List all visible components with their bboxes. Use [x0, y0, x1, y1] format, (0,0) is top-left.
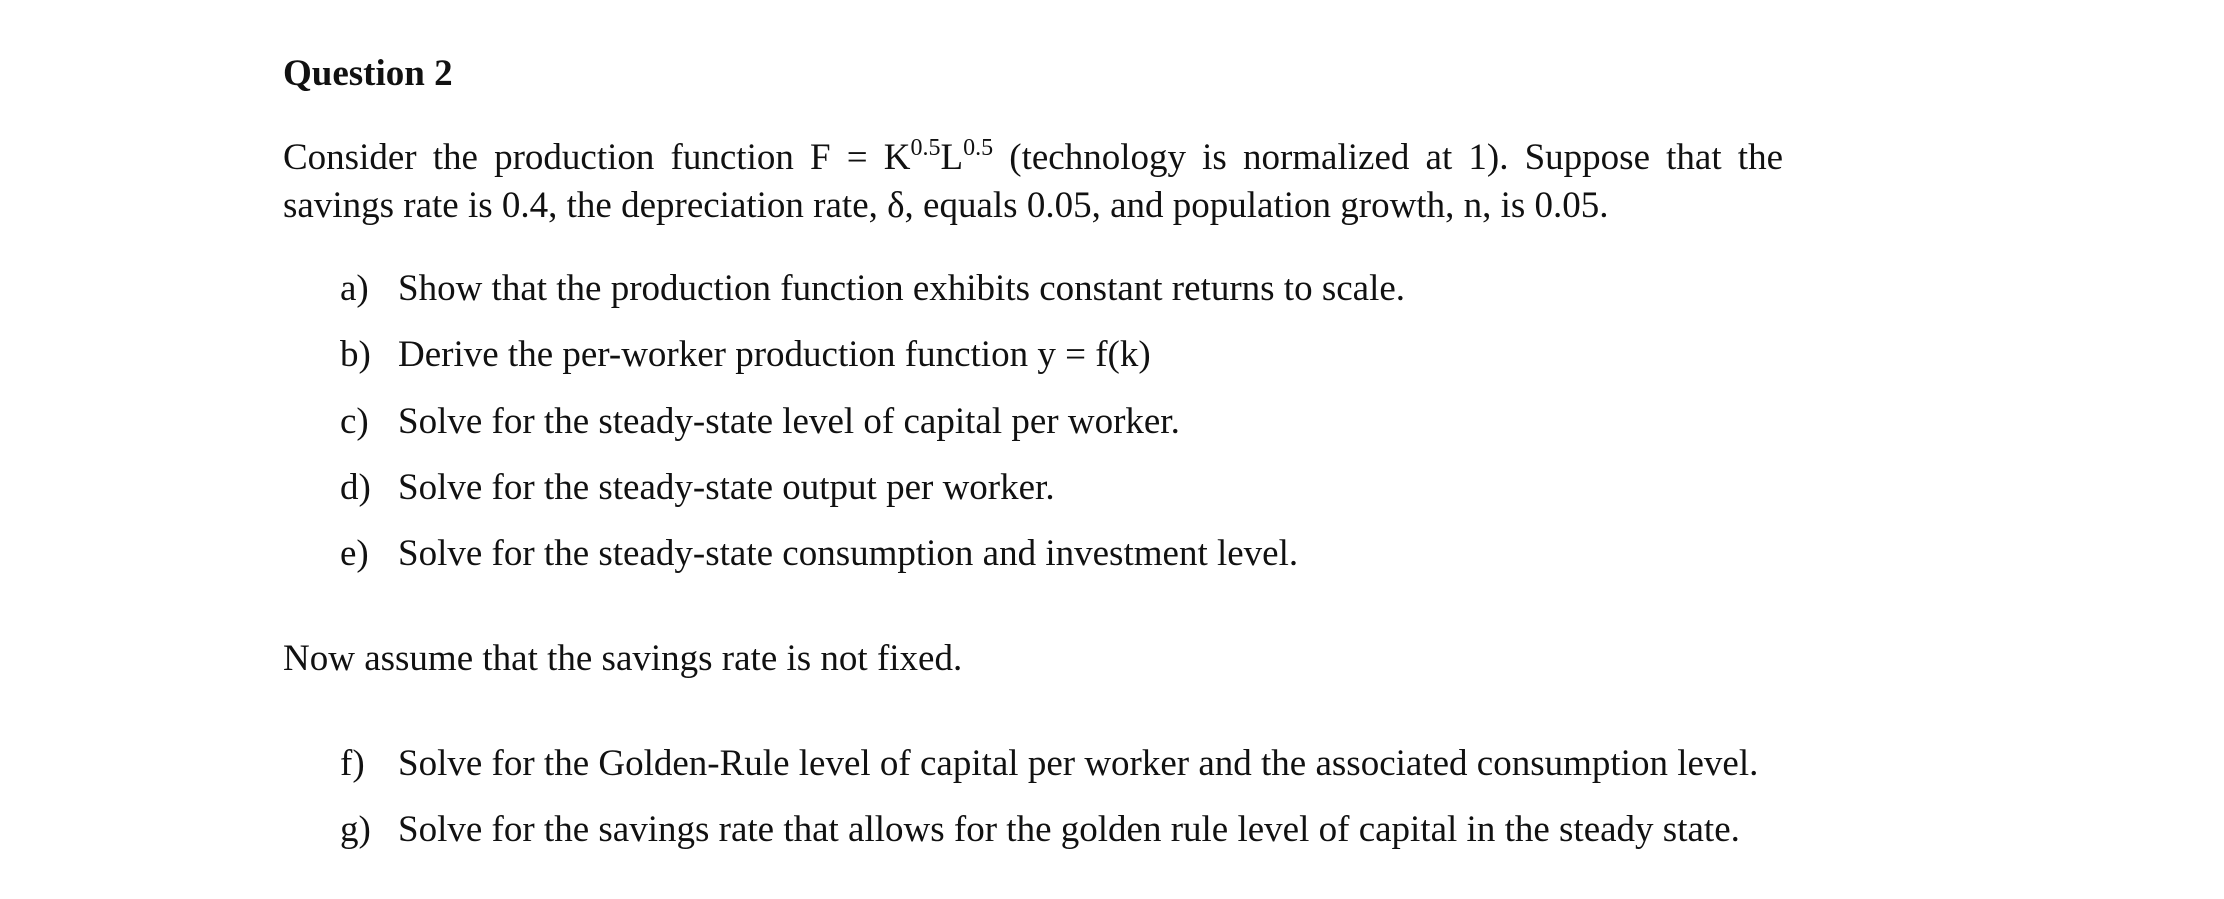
item-label: b) — [340, 334, 371, 375]
question-title: Question 2 — [283, 53, 453, 94]
item-text: Solve for the steady-state level of capital per worker. — [398, 401, 1180, 442]
intro-line-1 — [283, 134, 1783, 182]
list-item — [340, 464, 1055, 512]
intro-text-c: (technology is normalized at 1). Suppose that the — [993, 137, 1783, 178]
list-item — [340, 740, 1758, 788]
item-text: Solve for the savings rate that allows for the golden rule level of capital in the steady state. — [398, 809, 1740, 850]
list-item — [340, 331, 1151, 379]
item-text: Derive the per-worker production function y = f(k) — [398, 334, 1151, 375]
question-intro — [283, 134, 1783, 230]
intro-line-2: savings rate is 0.4, the depreciation rate, δ, equals 0.05, and population growth, n, is 0.05. — [283, 185, 1609, 226]
item-text: Show that the production function exhibits constant returns to scale. — [398, 268, 1406, 309]
item-text: Solve for the Golden-Rule level of capital per worker and the associated consumption level. — [398, 743, 1759, 784]
exponent-l: 0.5 — [963, 135, 994, 161]
list-item — [340, 806, 1740, 854]
transition-paragraph: Now assume that the savings rate is not fixed. — [283, 638, 963, 679]
item-text: Solve for the steady-state output per worker. — [398, 467, 1055, 508]
list-item — [340, 398, 1180, 446]
item-label: e) — [340, 533, 369, 574]
list-item — [340, 530, 1298, 578]
intro-text-a: Consider the production function F = K — [283, 137, 911, 178]
item-label: a) — [340, 268, 369, 309]
list-item — [340, 265, 1405, 313]
item-label: g) — [340, 809, 371, 850]
item-text: Solve for the steady-state consumption and investment level. — [398, 533, 1299, 574]
item-label: c) — [340, 401, 369, 442]
intro-text-b: L — [940, 137, 964, 178]
item-label: f) — [340, 743, 365, 784]
exponent-k: 0.5 — [910, 135, 941, 161]
item-label: d) — [340, 467, 371, 508]
